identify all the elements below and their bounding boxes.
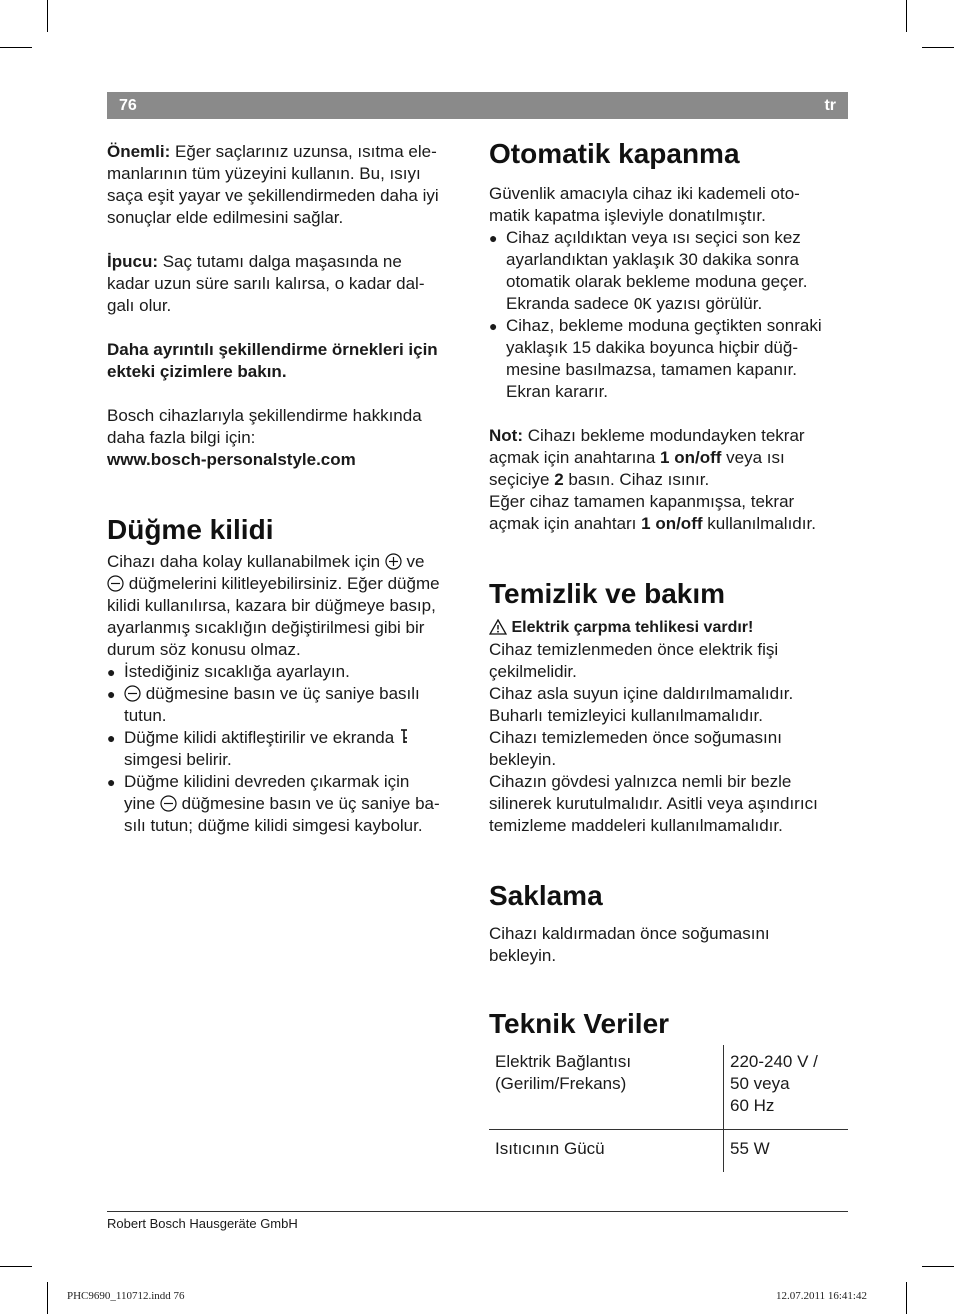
important-note: Önemli: Eğer saçlarınız uzunsa, ısıtma ele- manlarının tüm yüzeyini kullanın. Bu, ısıyı saça eşit yayar ve şekillendirmeden daha iyi sonuçlar elde edilmesini sağlar. <box>107 142 439 227</box>
crop-mark <box>922 47 954 48</box>
button-lock-steps <box>107 661 469 837</box>
footer-rule <box>107 1211 848 1212</box>
footer-company: Robert Bosch Hausgeräte GmbH <box>107 1216 298 1231</box>
list-item: ● Düğme kilidini devreden çıkarmak için yine düğmesine basın ve üç saniye ba- sılı tutun; düğme kilidi simgesi kaybolur. <box>107 771 469 837</box>
note-label: Not: <box>489 426 523 445</box>
crop-mark <box>47 0 48 32</box>
warning-icon <box>489 619 507 635</box>
table-row: Isıtıcının Gücü 55 W <box>489 1130 848 1173</box>
crop-mark <box>0 47 32 48</box>
ok-display-text: OK <box>633 295 652 313</box>
left-column <box>107 141 469 837</box>
bosch-url-link[interactable]: www.bosch-personalstyle.com <box>107 450 356 469</box>
list-item: ● Cihaz açıldıktan veya ısı seçici son kez ayarlandıktan yaklaşık 30 dakika sonra otomatik olarak bekleme moduna geçer. Ekranda sadece OK yazısı görülür. <box>489 227 851 315</box>
list-item: ● Cihaz, bekleme moduna geçtikten sonraki yaklaşık 15 dakika boyunca hiçbir düğ- mesine basılmazsa, tamamen kapanır. Ekran kararır. <box>489 315 851 403</box>
button-lock-intro: Cihazı daha kolay kullanabilmek için ve düğmelerini kilitleyebilirsiniz. Eğer düğme kilidi kullanılırsa, kazara bir düğmeye basıp, ayarlanmış sıcaklığın değiştirilmesi gibi bir durum söz konusu olmaz. <box>107 552 440 659</box>
heading-auto-off: Otomatik kapanma <box>489 138 740 169</box>
crop-mark <box>0 1266 32 1267</box>
warning-text: Elektrik çarpma tehlikesi vardır! <box>511 619 754 636</box>
list-item: ● düğmesine basın ve üç saniye basılı tutun. <box>107 683 469 727</box>
list-item: ● Düğme kilidi aktifleştirilir ve ekranda simgesi belirir. <box>107 727 469 771</box>
heading-button-lock: Düğme kilidi <box>107 514 274 545</box>
important-label: Önemli: <box>107 142 171 161</box>
print-slug-date: 12.07.2011 16:41:42 <box>776 1290 867 1302</box>
tip-note: İpucu: Saç tutamı dalga maşasında ne kadar uzun süre sarılı kalırsa, o kadar dal- galı olur. <box>107 252 425 315</box>
auto-off-note: Not: Cihazı bekleme modundayken tekrar açmak için anahtarına 1 on/off veya ısı seçiciye 2 basın. Cihaz ısınır. Eğer cihaz tamamen kapanmışsa, tekrar açmak için anahtarı 1 on/off kullanılmalıdır. <box>489 426 816 533</box>
list-item: ● İstediğiniz sıcaklığa ayarlayın. <box>107 661 469 683</box>
minus-button-icon <box>124 685 141 702</box>
right-column: Otomatik kapanma Güvenlik amacıyla cihaz iki kademeli oto- matik kapatma işleviyle donatılmıştır. ● Cihaz açıldıktan veya ısı seçici son kez ayarlandıktan yaklaşık 30 dakika sonra otomatik olarak bekleme moduna geçer. Ekranda sadece OK yazısı görülür. ● Cihaz, bekleme moduna geçtikten sonraki yaklaşık 15 dakika boyunca hiçbir düğ- mesine basılmazsa, tamamen kapanır. Ekran kararır. Not: Cihazı bekleme modundayken tekrar açmak için anahtarına 1 on/off veya ısı seçiciye 2 basın. Cihaz ısınır. Eğer cihaz tamamen kapanmışsa, tekrar açmak için anahtarı 1 on/off kullanılmalıdır. Temizlik ve bakım Elektrik çarpma tehlikesi vardır! Cihaz temizlenmeden önce elektrik fişi çekilmelidir. Cihaz asla suyun içine daldırılmamalıdır. Buharlı temizleyici kullanılmamalıdır. Cihazı temizlemeden önce soğumasını bekleyin. Cihazın gövdesi yalnızca nemli bir bezle silinerek kurutulmalıdır. Asitli veya aşındırıcı temizleme maddeleri kullanılmamalıdır. Saklama Cihazı kaldırmadan önce soğumasını bekleyin. Teknik Veriler Elektrik Bağlantısı (Gerilim/Frekans) 220-240 V / 50 veya 60 Hz Isıtıcının Gücü 55 W <box>489 137 851 1172</box>
crop-mark <box>906 0 907 32</box>
table-row: Elektrik Bağlantısı (Gerilim/Frekans) 220-240 V / 50 veya 60 Hz <box>489 1045 848 1130</box>
minus-button-icon <box>107 575 124 592</box>
tech-data-table <box>489 1045 848 1172</box>
more-examples-note: Daha ayrıntılı şekillendirme örnekleri için ekteki çizimlere bakın. <box>107 340 438 381</box>
heading-tech-data: Teknik Veriler <box>489 1008 670 1039</box>
minus-button-icon <box>160 795 177 812</box>
crop-mark <box>922 1266 954 1267</box>
key-lock-icon <box>399 728 409 746</box>
crop-mark <box>906 1282 907 1314</box>
page-number: 76 <box>119 97 137 114</box>
heading-storage: Saklama <box>489 880 603 911</box>
heading-cleaning: Temizlik ve bakım <box>489 578 726 609</box>
print-slug-file: PHC9690_110712.indd 76 <box>67 1290 185 1302</box>
auto-off-steps <box>489 227 851 403</box>
page-header-bar <box>107 92 848 119</box>
crop-mark <box>47 1282 48 1314</box>
tip-label: İpucu: <box>107 252 158 271</box>
plus-button-icon <box>385 553 402 570</box>
language-code: tr <box>824 97 836 114</box>
bosch-info: Bosch cihazlarıyla şekillendirme hakkında daha fazla bilgi için: www.bosch-personalstyle.com <box>107 405 469 471</box>
